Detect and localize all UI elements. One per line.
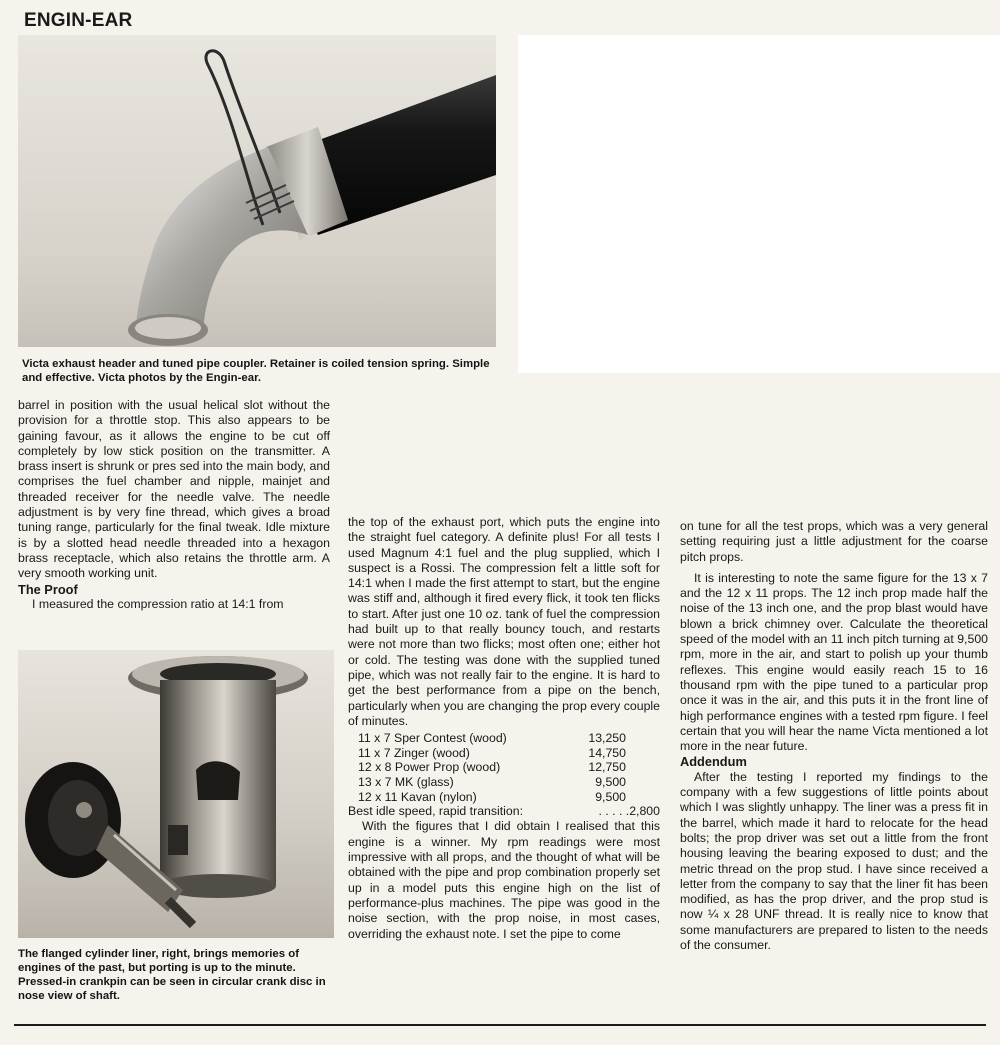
- prop-rpm: 12,750: [588, 760, 626, 775]
- exhaust-header-illustration: [18, 35, 496, 347]
- cylinder-liner-photo: [18, 650, 334, 938]
- table-row: [358, 760, 648, 775]
- bottom-rule: [14, 1024, 986, 1026]
- table-row: [358, 790, 648, 805]
- prop-rpm: 14,750: [588, 745, 626, 760]
- column3-paragraph-3: After the testing I reported my findings to the company with a few suggestions of little points about which I was slightly unhappy. The liner was a press fit in the barrel, which made it hard to relocate for the head bolts; the prop driver was set out a little from the front housing leaving the bearing exposed to dust; and the metric thread on the prop stud. I have since received a letter from the company to say that the liner fit has been modified, as has the prop driver, and the prop stud is now ¼ x 28 UNF thread. It is really nice to know that some manufacturers are prepared to listen to the needs of the consumer.: [680, 769, 988, 953]
- text-column-1: [18, 398, 330, 612]
- text-column-2: [348, 515, 660, 942]
- the-proof-heading: The Proof: [18, 581, 78, 597]
- text-column-3: [680, 519, 988, 953]
- prop-name: 12 x 8 Power Prop (wood): [358, 760, 501, 775]
- section-title: ENGIN-EAR: [24, 10, 133, 31]
- column3-paragraph-2: It is interesting to note the same figure for the 13 x 7 and the 12 x 11 props. The 12 inch prop made half the noise of the 13 inch one, and the prop blast would have blown a brick chimney over. Calculate the theoretical speed of the model with an 11 inch pitch turning at 9,500 rpm, more in the air, and start to polish up your thumb reflexes. This engine would easily reach 15 to 16 thousand rpm with the pipe tuned to a particular prop once it was in the air, and this puts it in the front line of high performance engines with a tested rpm figure. I feel certain that you will hear the name Victa mentioned a lot more in the near future.: [680, 570, 988, 754]
- column3-paragraph-1: on tune for all the test props, which was a very general setting requiring just a little adjustment for the coarse pitch props.: [680, 519, 988, 564]
- prop-rpm-table: [358, 731, 648, 804]
- table-row: [358, 775, 648, 790]
- table-row: [358, 746, 648, 761]
- cylinder-liner-illustration: [18, 650, 334, 938]
- prop-name: 11 x 7 Sper Contest (wood): [358, 731, 507, 746]
- blank-panel: [518, 35, 1000, 373]
- prop-name: 11 x 7 Zinger (wood): [358, 745, 470, 760]
- bottom-photo-caption: The flanged cylinder liner, right, brings memories of engines of the past, but porting is up to the minute. Pressed-in crankpin can be seen in circular crank disc in nose view of shaft.: [18, 948, 326, 1002]
- idle-speed-value: . . . . .2,800: [598, 804, 660, 819]
- table-row: [358, 731, 648, 746]
- addendum-heading: Addendum: [680, 754, 747, 770]
- idle-speed-line: [348, 804, 660, 819]
- column1-paragraph-2: I measured the compression ratio at 14:1 from: [32, 596, 284, 611]
- column1-paragraph-1: barrel in position with the usual helical slot without the provision for a throttle stop. This also appears to be gaining favour, as it allows the engine to be cut off completely by low stick position on the transmitter. A brass insert is shrunk or pres sed into the main body, and comprises the fuel chamber and nipple, mainjet and threaded receiver for the needle valve. The needle adjustment is by very fine thread, which gives a broad tuning range, particularly for the final tweak. Idle mixture is by a slotted head needle threaded into a hexagon brass receptacle, which also retains the throttle arm. A very smooth working unit.: [18, 398, 330, 581]
- prop-name: 12 x 11 Kavan (nylon): [358, 789, 477, 804]
- prop-rpm: 9,500: [595, 789, 626, 804]
- top-photo-caption: Victa exhaust header and tuned pipe coupler. Retainer is coiled tension spring. Simple and effective. Victa photos by the Engin-ear.: [22, 358, 490, 384]
- prop-rpm: 9,500: [595, 774, 626, 789]
- exhaust-header-photo: [18, 35, 496, 347]
- column2-paragraph-1: the top of the exhaust port, which puts the engine into the straight fuel category. A definite plus! For all tests I used Magnum 4:1 fuel and the plug supplied, which I suspect is a Rossi. The compression felt a little soft for 14:1 when I made the first attempt to start, but the engine was stiff and, although it fired every flick, it took ten flicks to start. After just one 10 oz. tank of fuel the compression had built up to that really bouncy touch, and restarts were not more than two flicks; most often one; either hot or cold. The testing was done with the supplied tuned pipe, which was not really fair to the engine. It is hard to get the best performance from a pipe on the bench, particularly when you are changing the prop every couple of minutes.: [348, 515, 660, 728]
- prop-name: 13 x 7 MK (glass): [358, 774, 454, 789]
- prop-rpm: 13,250: [588, 731, 626, 746]
- column2-paragraph-2: With the figures that I did obtain I realised that this engine is a winner. My rpm readings were most impressive with all props, and the thought of what will be obtained with the pipe and prop combination properly set up in a model puts this engine high on the list of performance-plus machines. The pipe was good in the noise section, with the prop noise, in most cases, overriding the exhaust note. I set the pipe to come: [348, 819, 660, 941]
- idle-speed-label: Best idle speed, rapid transition:: [348, 804, 523, 819]
